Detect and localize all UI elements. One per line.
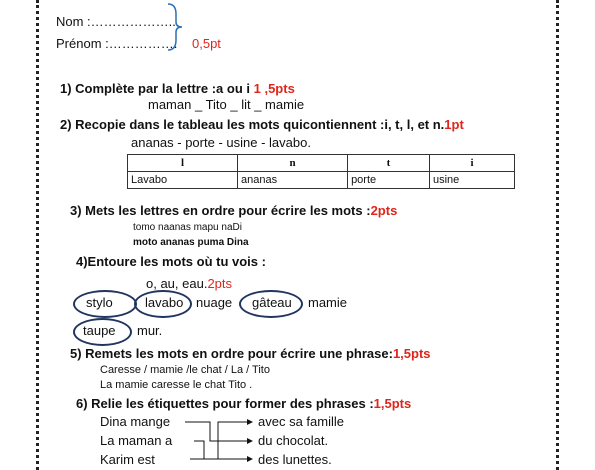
table-cell: ananas <box>238 172 348 189</box>
q2-points: 1pt <box>444 117 464 132</box>
q6-title-text: 6) Relie les étiquettes pour former des phrases : <box>76 396 374 411</box>
word-taupe: taupe <box>83 323 116 338</box>
q6-title <box>76 396 411 411</box>
q6-right-label: avec sa famille <box>258 414 344 429</box>
q4-sounds <box>146 276 232 291</box>
word-nuage: nuage <box>196 295 233 310</box>
left-dotted-border <box>36 0 39 470</box>
q3-title <box>70 203 397 218</box>
q3-answer: moto ananas puma Dina <box>133 237 249 248</box>
table-cell: porte <box>348 172 430 189</box>
q5-title <box>70 346 431 361</box>
header-brace <box>166 2 184 52</box>
word-stylo: stylo <box>86 295 113 310</box>
q3-scrambled: tomo naanas mapu naDi <box>133 222 242 233</box>
q4-points: 2pts <box>207 276 233 291</box>
q2-word-list: ananas - porte - usine - lavabo. <box>131 135 311 150</box>
table-cell: Lavabo <box>128 172 238 189</box>
q4-sounds-text: o, au, eau. <box>146 276 208 291</box>
q3-points: 2pts <box>370 203 398 218</box>
word-gateau: gâteau <box>252 295 292 310</box>
q5-scrambled: Caresse / mamie /le chat / La / Tito <box>100 364 270 376</box>
q4-title: 4)Entoure les mots où tu vois : <box>76 254 266 269</box>
q2-title-text: 2) Recopie dans le tableau les mots quicontiennent :i, t, l, et n. <box>60 117 445 132</box>
q1-line: maman _ Tito _ lit _ mamie <box>148 97 305 112</box>
table-cell: usine <box>429 172 514 189</box>
table-header-cell: n <box>238 155 348 172</box>
word-mamie: mamie <box>308 295 348 310</box>
table-header-cell: t <box>348 155 430 172</box>
word-lavabo: lavabo <box>145 295 184 310</box>
q6-connector-lines <box>180 410 260 466</box>
q6-left-label: Dina mange <box>100 414 171 429</box>
table-header-row <box>128 155 515 172</box>
q6-right-label: du chocolat. <box>258 433 329 448</box>
q6-left-label: Karim est <box>100 452 155 467</box>
word-mur: mur. <box>137 323 163 338</box>
table-row <box>128 172 515 189</box>
q1-points: 1 ,5pts <box>253 81 295 96</box>
q6-points: 1,5pts <box>373 396 412 411</box>
right-dotted-border <box>556 0 559 470</box>
q6-right-label: des lunettes. <box>258 452 332 467</box>
nom-field: Nom :……………….. <box>56 14 176 29</box>
q1-title-text: 1) Complète par la lettre :a ou i <box>60 81 254 96</box>
table-header-cell: l <box>128 155 238 172</box>
table-header-cell: i <box>429 155 514 172</box>
header-score: 0,5pt <box>192 36 221 51</box>
q5-points: 1,5pts <box>392 346 431 361</box>
q1-title <box>60 81 295 96</box>
q5-answer: La mamie caresse le chat Tito . <box>100 379 253 391</box>
prenom-field: Prénom :……………. <box>56 36 178 51</box>
q2-title <box>60 117 464 132</box>
q6-left-label: La maman a <box>100 433 173 448</box>
q2-table <box>127 154 515 189</box>
q3-title-text: 3) Mets les lettres en ordre pour écrire les mots : <box>70 203 371 218</box>
q5-title-text: 5) Remets les mots en ordre pour écrire une phrase: <box>70 346 393 361</box>
